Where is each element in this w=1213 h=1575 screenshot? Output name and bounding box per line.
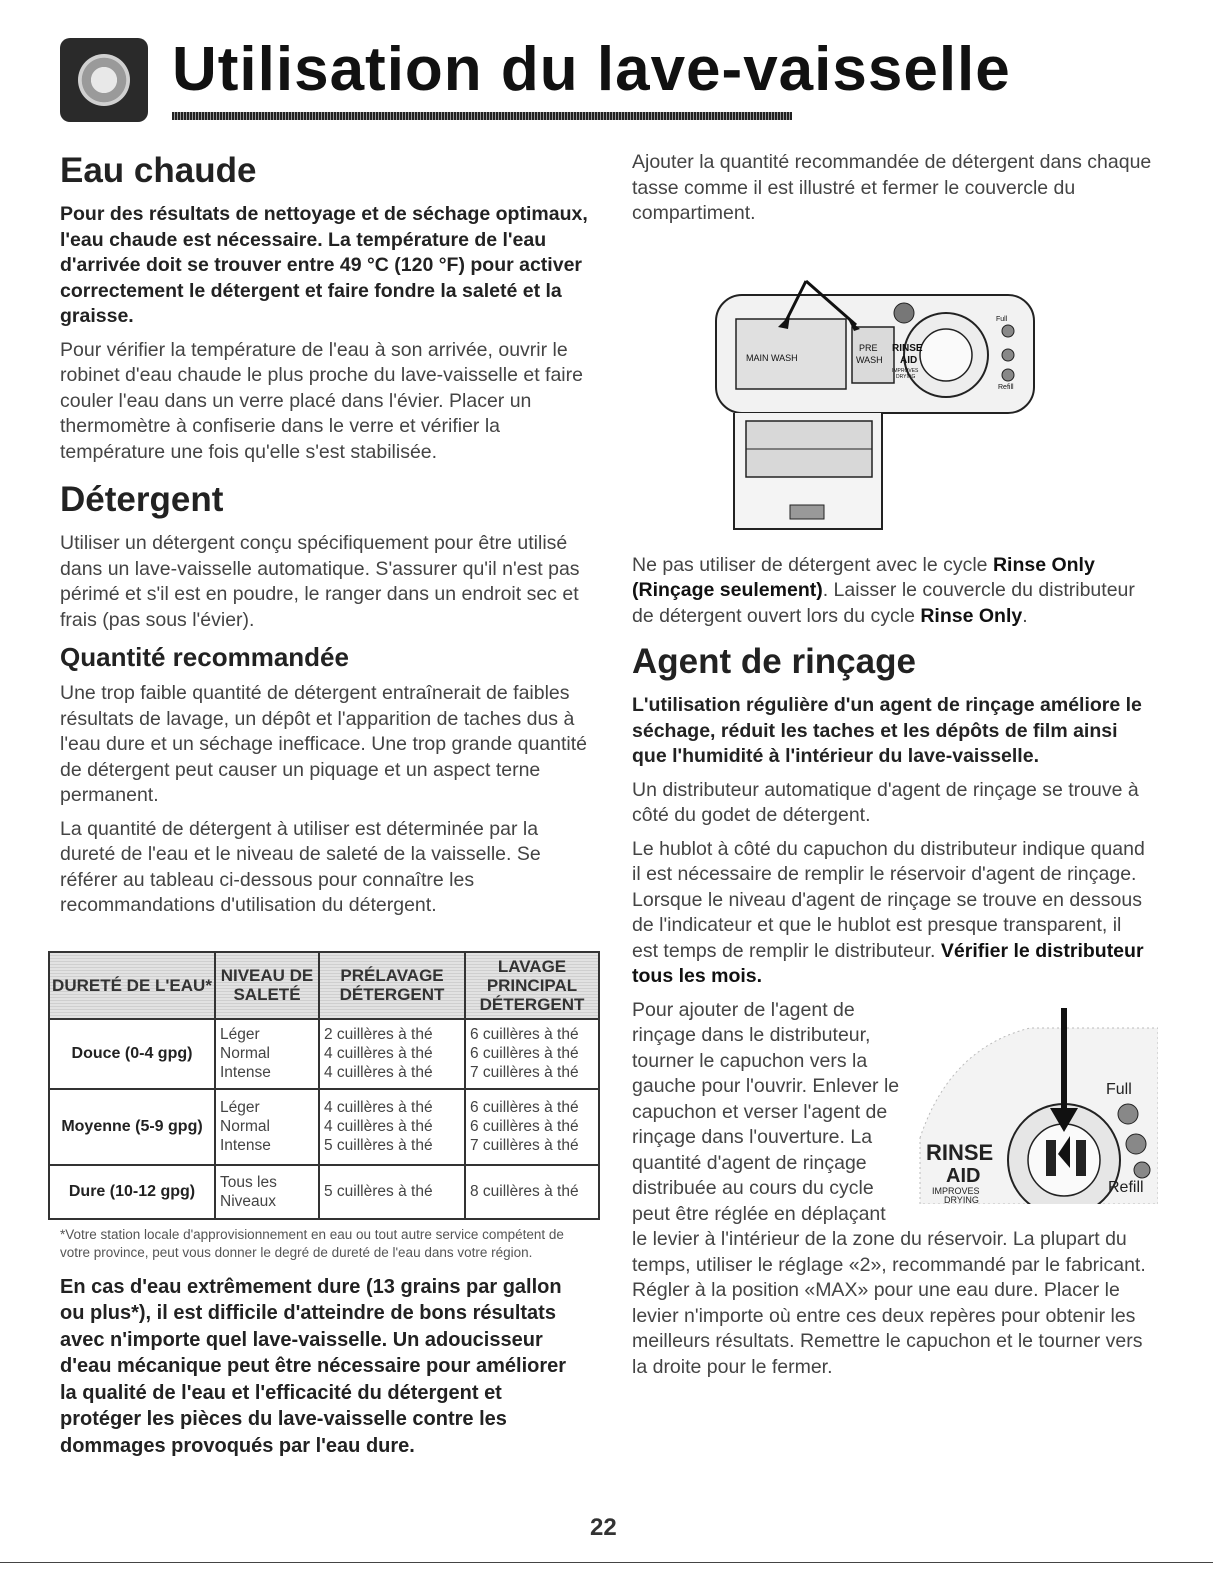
dishwasher-dial-icon (60, 38, 148, 122)
svg-text:RINSE: RINSE (926, 1139, 994, 1165)
mainwash-cell: 6 cuillères à thé 6 cuillères à thé 7 cuillères à thé (465, 1089, 599, 1165)
detergent-table (48, 951, 600, 1220)
indicator-circle-icon (894, 303, 914, 323)
prewash-cell: 4 cuillères à thé 4 cuillères à thé 5 cuillères à thé (319, 1089, 465, 1165)
table-header-soil: NIVEAU DE SALETÉ (215, 952, 319, 1019)
right-column (632, 150, 1152, 1388)
add-detergent-text: Ajouter la quantité recommandée de détergent dans chaque tasse comme il est illustré et fermer le couvercle du compartiment. (632, 151, 1152, 224)
svg-text:IMPROVES: IMPROVES (932, 1185, 980, 1196)
wash-label: WASH (856, 354, 883, 365)
svg-text:AID: AID (946, 1164, 981, 1187)
soil-cell: Léger Normal Intense (215, 1089, 319, 1165)
hardness-cell: Moyenne (5-9 gpg) (49, 1089, 215, 1165)
dispenser-illustration (706, 267, 1046, 537)
prewash-cell: 5 cuillères à thé (319, 1165, 465, 1219)
table-header-hardness: DURETÉ DE L'EAU* (49, 952, 215, 1019)
quantity-paragraph-1: Une trop faible quantité de détergent entraînerait de faibles résultats de lavage, un dépôt et l'apparition de taches dus à l'eau dure et un séchage inefficace. Une trop grande quantité de détergent peut causer un piquage et un aspect terne permanent. (60, 682, 587, 806)
table-header-prewash: PRÉLAVAGE DÉTERGENT (319, 952, 465, 1019)
heading-rinse-aid: Agent de rinçage (632, 642, 916, 681)
svg-text:AID: AID (900, 354, 918, 366)
soil-cell: Léger Normal Intense (215, 1019, 319, 1089)
header-divider (172, 112, 792, 120)
rinse-aid-paragraph-2: Le hublot à côté du capuchon du distributeur indique quand il est nécessaire de remplir le réservoir d'agent de rinçage. Lorsque le niveau d'agent de rinçage se trouve en dessous de l'indicateur et que le hublot est presque transparent, il est temps de remplir le distributeur. Vérifier le distributeur tous les mois. (632, 837, 1145, 987)
main-wash-label: MAIN WASH (746, 352, 798, 363)
svg-text:Refill: Refill (1108, 1178, 1144, 1196)
hardness-cell: Douce (0-4 gpg) (49, 1019, 215, 1089)
rinse-aid-intro: L'utilisation régulière d'un agent de rinçage améliore le séchage, réduit les taches et les dépôts de film ainsi que l'humidité à l'intérieur du lave-vaisselle. (632, 694, 1142, 767)
svg-text:RINSE: RINSE (892, 342, 923, 354)
svg-text:Full: Full (1106, 1080, 1132, 1098)
heading-detergent: Détergent (60, 480, 224, 519)
rinse-only-note: Ne pas utiliser de détergent avec le cycle Rinse Only (Rinçage seulement). Laisser le couvercle du distributeur de détergent ouvert lors du cycle Rinse Only. (632, 553, 1135, 627)
table-header-mainwash: LAVAGE PRINCIPAL DÉTERGENT (465, 952, 599, 1019)
left-column (52, 150, 588, 1467)
hardness-cell: Dure (10-12 gpg) (49, 1165, 215, 1219)
heading-hot-water: Eau chaude (60, 151, 257, 190)
prewash-cell: 2 cuillères à thé 4 cuillères à thé 4 cuillères à thé (319, 1019, 465, 1089)
rinse-aid-paragraph-1: Un distributeur automatique d'agent de rinçage se trouve à côté du godet de détergent. (632, 778, 1139, 826)
table-row (49, 1089, 599, 1165)
svg-text:DRYING: DRYING (896, 373, 916, 380)
soil-cell: Tous les Niveaux (215, 1165, 319, 1219)
quantity-paragraph-2: La quantité de détergent à utiliser est déterminée par la dureté de l'eau et le niveau de saleté de la vaisselle. Se référer au tableau ci-dessous pour connaître les recommandations d'utilisation du détergent. (60, 817, 541, 916)
rinse-aid-paragraph-3: Pour ajouter de l'agent de rinçage dans le distributeur, tourner le capuchon vers la gauche pour l'ouvrir. Enlever le capuchon et verser l'agent de rinçage dans l'ouverture. La quantité d'agent de rinçage distribuée au cours du cycle peut être réglée en déplaçant le levier à l'intérieur de la zone du réservoir. La plupart du temps, utiliser le réglage «2», recommandé par le fabricant. Régler à la position «MAX» pour une eau dure. Placer le levier n'importe où entre ces deux repères pour obtenir les meilleurs résultats. Remettre le capuchon et le tourner vers la droite pour le fermer. (632, 998, 1146, 1378)
table-row (49, 1165, 599, 1219)
svg-text:Full: Full (996, 315, 1008, 323)
table-footnote: *Votre station locale d'approvisionnement en eau ou tout autre service compétent de votre province, peut vous donner le degré de dureté de l'eau dans votre région. (60, 1226, 564, 1260)
svg-text:IMPROVES: IMPROVES (892, 367, 919, 374)
svg-text:Refill: Refill (998, 383, 1014, 391)
pre-label: PRE (859, 342, 878, 353)
hard-water-warning: En cas d'eau extrêmement dure (13 grains par gallon ou plus*), il est difficile d'atteindre de bons résultats avec n'importe quel lave-vaisselle. Un adoucisseur d'eau mécanique peut être nécessaire pour améliorer la qualité de l'eau et l'efficacité du détergent et protéger les pièces du lave-vaisselle contre les dommages provoqués par l'eau dure. (60, 1275, 567, 1457)
page-number: 22 (590, 1514, 617, 1541)
page-header (60, 28, 1011, 124)
hot-water-intro: Pour des résultats de nettoyage et de séchage optimaux, l'eau chaude est nécessaire. La température de l'eau d'arrivée doit se trouver entre 49 °C (120 °F) pour activer correctement le détergent et faire fondre la saleté et la graisse. (60, 203, 588, 327)
heading-recommended-quantity: Quantité recommandée (60, 642, 349, 672)
page-title: Utilisation du lave-vaisselle (172, 35, 1011, 104)
rinse-aid-illustration (910, 1008, 1158, 1204)
table-row (49, 1019, 599, 1089)
hot-water-body: Pour vérifier la température de l'eau à son arrivée, ouvrir le robinet d'eau chaude le plus proche du lave-vaisselle et faire couler l'eau dans un verre placé dans l'évier. Placer un thermomètre à confiserie dans le verre et vérifier la température une fois qu'elle s'est stabilisée. (60, 338, 583, 463)
svg-text:DRYING: DRYING (944, 1194, 979, 1204)
detergent-dispenser-figure (706, 267, 1046, 537)
mainwash-cell: 6 cuillères à thé 6 cuillères à thé 7 cuillères à thé (465, 1019, 599, 1089)
bottom-divider (0, 1562, 1213, 1563)
mainwash-cell: 8 cuillères à thé (465, 1165, 599, 1219)
detergent-body: Utiliser un détergent conçu spécifiquement pour être utilisé dans un lave-vaisselle automatique. S'assurer qu'il n'est pas périmé et s'il est en poudre, le ranger dans un endroit sec et frais (pas sous l'évier). (60, 532, 580, 631)
rinse-aid-figure (910, 1008, 1158, 1204)
